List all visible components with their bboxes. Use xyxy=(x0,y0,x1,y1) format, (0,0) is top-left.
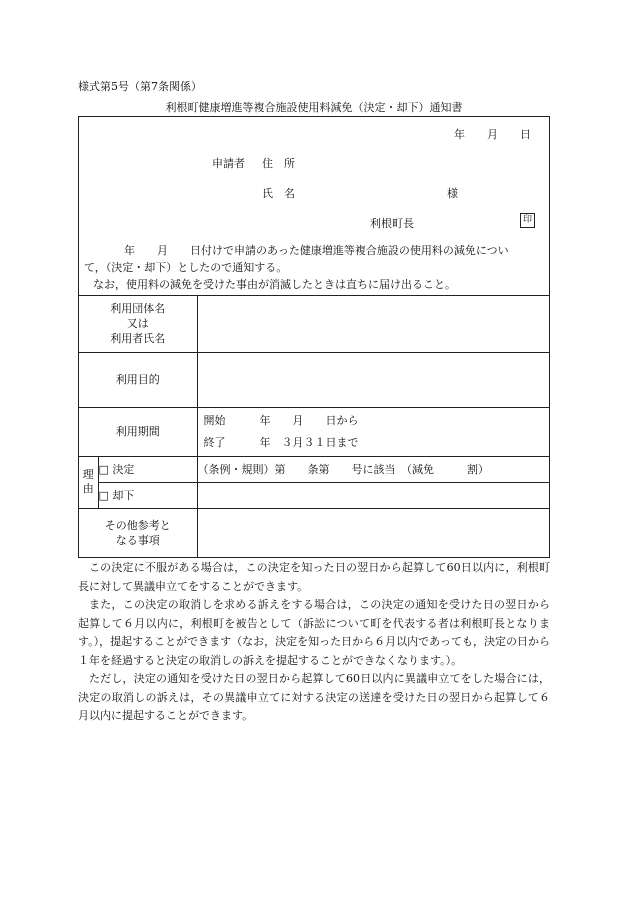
body-line-3: なお，使用料の減免を受けた事由が消滅したときは直ちに届け出ること。 xyxy=(93,278,456,291)
group-name-label: 利用団体名 又は 利用者氏名 xyxy=(79,296,197,352)
details-table xyxy=(79,296,549,557)
row-period xyxy=(79,407,549,456)
name-label: 氏 名 xyxy=(262,187,295,200)
purpose-value[interactable] xyxy=(197,352,549,407)
purpose-label: 利用目的 xyxy=(79,352,197,407)
row-other xyxy=(79,508,549,557)
reason-label: 理 由 xyxy=(79,456,98,508)
honorific: 様 xyxy=(447,187,458,200)
other-label: その他参考と なる事項 xyxy=(79,508,197,557)
rejection-detail[interactable] xyxy=(197,482,549,508)
other-value[interactable] xyxy=(197,508,549,557)
issuer-name: 利根町長 xyxy=(370,217,414,230)
note-exception: ただし，決定の通知を受けた日の翌日から起算して60日以内に異議申立てをした場合には，決定の取消しの訴えは，その異議申立てに対する決定の送達を受けた日の翌日から起算して６月以内に提起することができます。 xyxy=(78,672,550,722)
period-label: 利用期間 xyxy=(79,407,197,456)
period-end: 終了 年 ３月３１日まで xyxy=(203,435,359,449)
note-lawsuit: また，この決定の取消しを求める訴えをする場合は，この決定の通知を受けた日の翌日から起算して６月以内に，利根町を被告として（訴訟について町を代表する者は利根町長となります。），提起することができます（なお，決定を知った日から６月以内であっても，決定の日から１年を経過すると決定の取消しの訴えを提起することができなくなります。）。 xyxy=(78,598,551,667)
notice-form xyxy=(78,116,550,558)
rejection-checkbox[interactable]: □ 却下 xyxy=(98,482,197,508)
row-decision xyxy=(79,456,549,482)
document-title: 利根町健康増進等複合施設使用料減免（決定・却下）通知書 xyxy=(165,101,463,114)
row-purpose xyxy=(79,352,549,407)
note-objection: この決定に不服がある場合は，この決定を知った日の翌日から起算して60日以内に，利根町長に対して異議申立てをすることができます。 xyxy=(78,561,550,593)
date-line: 年 月 日 xyxy=(454,128,531,141)
period-value[interactable] xyxy=(197,407,549,456)
header-section xyxy=(79,117,549,296)
notice-body xyxy=(84,242,544,293)
body-line-2: て，（決定・却下）としたので通知する。 xyxy=(84,261,288,274)
applicant-label: 申請者 xyxy=(212,157,245,170)
address-label: 住 所 xyxy=(262,157,295,170)
row-rejection xyxy=(79,482,549,508)
group-name-value[interactable] xyxy=(197,296,549,352)
period-start: 開始 年 月 日から xyxy=(203,413,359,427)
row-group-name xyxy=(79,296,549,352)
seal-stamp: 印 xyxy=(520,213,535,228)
body-line-1: 年 月 日付けで申請のあった健康増進等複合施設の使用料の減免につい xyxy=(124,244,509,257)
decision-checkbox[interactable]: □ 決定 xyxy=(98,456,197,482)
appeal-notes xyxy=(78,559,550,726)
form-number: 様式第5号（第7条関係） xyxy=(78,80,202,93)
decision-detail: （条例・規則）第 条第 号に該当 （減免 割） xyxy=(197,456,549,482)
